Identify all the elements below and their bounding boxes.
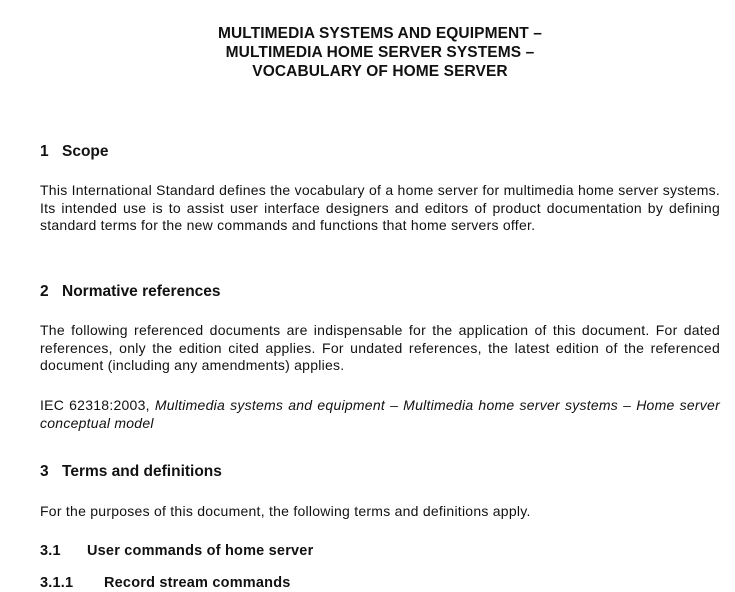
subsection-number: 3.1 [40,543,61,559]
section-heading-scope [40,142,109,161]
title-line-1: MULTIMEDIA SYSTEMS AND EQUIPMENT – [217,25,543,42]
section-heading-normative-references [40,282,221,301]
subsection-number: 3.1.1 [40,575,74,591]
subsection-title: User commands of home server [87,543,314,559]
title-line-2: MULTIMEDIA HOME SERVER SYSTEMS – [225,44,535,61]
subsection-title: Record stream commands [104,575,291,591]
section-number: 2 [40,283,49,300]
subsection-heading-record-stream-commands [40,574,291,592]
subsection-heading-user-commands [40,542,313,560]
section-heading-terms-and-definitions [40,462,222,481]
document-title [40,24,720,81]
section-number: 3 [40,463,49,480]
section-title: Terms and definitions [62,463,222,480]
title-line-3: VOCABULARY OF HOME SERVER [252,63,508,80]
normative-paragraph: The following referenced documents are indispensable for the application of this document. For dated references, only the edition cited applies. For undated references, the latest edition of the referenced document (including any amendments) applies. [40,322,720,373]
scope-paragraph: This International Standard defines the vocabulary of a home server for multimedia home server systems. Its intended use is to assist user interface designers and editors of product documentation by defining standard terms for the new commands and functions that home servers offer. [40,182,720,233]
section-title: Normative references [62,283,221,300]
normative-reference-entry [40,397,720,432]
section-number: 1 [40,143,49,160]
reference-id: IEC 62318:2003, [40,397,150,413]
terms-paragraph: For the purposes of this document, the following terms and definitions apply. [40,503,531,519]
reference-title: Multimedia systems and equipment – Multimedia home server systems – Home server conceptual model [40,397,721,431]
section-title: Scope [62,143,109,160]
